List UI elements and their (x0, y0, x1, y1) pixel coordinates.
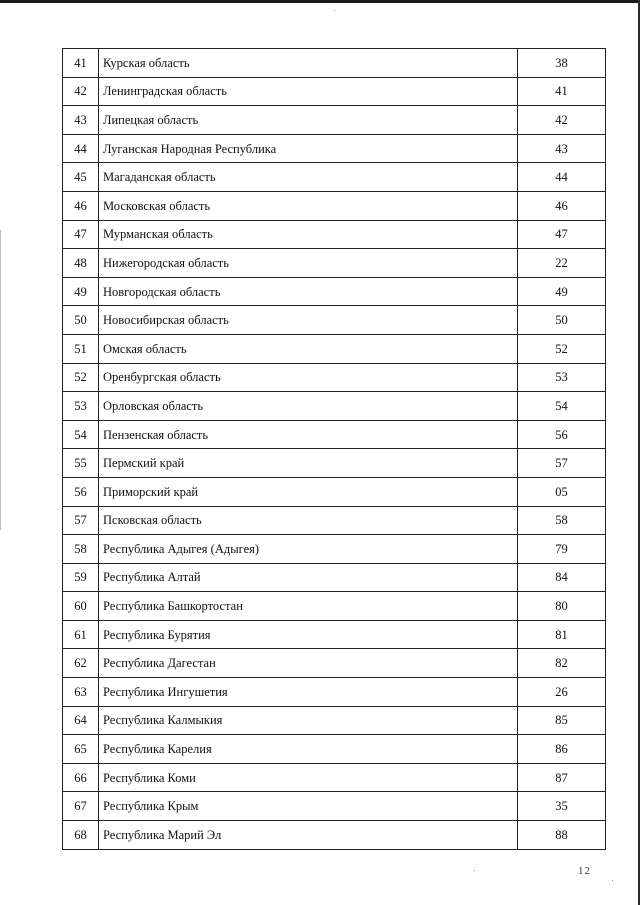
region-name-cell: Новосибирская область (99, 306, 518, 335)
row-number-cell: 41 (63, 49, 99, 78)
scan-speck (612, 880, 613, 881)
region-name-cell: Республика Калмыкия (99, 706, 518, 735)
row-number-cell: 63 (63, 678, 99, 707)
table-row (63, 620, 606, 649)
regions-table (62, 48, 606, 850)
region-code-cell: 54 (518, 392, 606, 421)
region-code-cell: 46 (518, 191, 606, 220)
region-name-cell: Мурманская область (99, 220, 518, 249)
region-code-cell: 80 (518, 592, 606, 621)
row-number-cell: 60 (63, 592, 99, 621)
row-number-cell: 45 (63, 163, 99, 192)
row-number-cell: 53 (63, 392, 99, 421)
scan-speck (334, 10, 335, 11)
table-row (63, 134, 606, 163)
table-row (63, 792, 606, 821)
table-row (63, 735, 606, 764)
table-row (63, 763, 606, 792)
region-code-cell: 44 (518, 163, 606, 192)
region-name-cell: Липецкая область (99, 106, 518, 135)
table-row (63, 249, 606, 278)
table-row (63, 392, 606, 421)
region-name-cell: Республика Адыгея (Адыгея) (99, 535, 518, 564)
table-row (63, 306, 606, 335)
row-number-cell: 42 (63, 77, 99, 106)
row-number-cell: 61 (63, 620, 99, 649)
region-name-cell: Ленинградская область (99, 77, 518, 106)
row-number-cell: 66 (63, 763, 99, 792)
region-name-cell: Луганская Народная Республика (99, 134, 518, 163)
region-name-cell: Республика Марий Эл (99, 821, 518, 850)
row-number-cell: 54 (63, 420, 99, 449)
row-number-cell: 48 (63, 249, 99, 278)
region-name-cell: Республика Бурятия (99, 620, 518, 649)
region-name-cell: Омская область (99, 334, 518, 363)
region-code-cell: 87 (518, 763, 606, 792)
row-number-cell: 59 (63, 563, 99, 592)
row-number-cell: 67 (63, 792, 99, 821)
region-code-cell: 38 (518, 49, 606, 78)
table-row (63, 506, 606, 535)
table-row (63, 821, 606, 850)
row-number-cell: 64 (63, 706, 99, 735)
table-row (63, 649, 606, 678)
region-code-cell: 50 (518, 306, 606, 335)
region-code-cell: 58 (518, 506, 606, 535)
region-name-cell: Магаданская область (99, 163, 518, 192)
region-code-cell: 47 (518, 220, 606, 249)
region-code-cell: 57 (518, 449, 606, 478)
table-row (63, 106, 606, 135)
region-name-cell: Пензенская область (99, 420, 518, 449)
table-row (63, 535, 606, 564)
region-code-cell: 49 (518, 277, 606, 306)
table-row (63, 706, 606, 735)
region-name-cell: Республика Коми (99, 763, 518, 792)
region-code-cell: 52 (518, 334, 606, 363)
region-name-cell: Приморский край (99, 477, 518, 506)
row-number-cell: 55 (63, 449, 99, 478)
row-number-cell: 50 (63, 306, 99, 335)
row-number-cell: 47 (63, 220, 99, 249)
table-row (63, 163, 606, 192)
table-row (63, 363, 606, 392)
table-row (63, 477, 606, 506)
row-number-cell: 58 (63, 535, 99, 564)
region-name-cell: Республика Карелия (99, 735, 518, 764)
region-name-cell: Республика Башкортостан (99, 592, 518, 621)
region-code-cell: 05 (518, 477, 606, 506)
region-name-cell: Нижегородская область (99, 249, 518, 278)
table-row (63, 592, 606, 621)
table-row (63, 678, 606, 707)
row-number-cell: 52 (63, 363, 99, 392)
row-number-cell: 43 (63, 106, 99, 135)
table-row (63, 420, 606, 449)
region-name-cell: Московская область (99, 191, 518, 220)
row-number-cell: 44 (63, 134, 99, 163)
row-number-cell: 62 (63, 649, 99, 678)
table-row (63, 563, 606, 592)
region-code-cell: 88 (518, 821, 606, 850)
region-code-cell: 86 (518, 735, 606, 764)
region-name-cell: Псковская область (99, 506, 518, 535)
scan-speck (474, 870, 475, 871)
region-code-cell: 85 (518, 706, 606, 735)
table-row (63, 220, 606, 249)
region-name-cell: Новгородская область (99, 277, 518, 306)
region-name-cell: Оренбургская область (99, 363, 518, 392)
regions-table-body (63, 49, 606, 850)
region-code-cell: 56 (518, 420, 606, 449)
region-code-cell: 43 (518, 134, 606, 163)
table-row (63, 49, 606, 78)
table-row (63, 77, 606, 106)
region-name-cell: Республика Крым (99, 792, 518, 821)
table-row (63, 449, 606, 478)
row-number-cell: 46 (63, 191, 99, 220)
region-name-cell: Орловская область (99, 392, 518, 421)
region-code-cell: 26 (518, 678, 606, 707)
row-number-cell: 49 (63, 277, 99, 306)
region-name-cell: Пермский край (99, 449, 518, 478)
row-number-cell: 57 (63, 506, 99, 535)
region-name-cell: Республика Алтай (99, 563, 518, 592)
region-code-cell: 22 (518, 249, 606, 278)
scan-top-edge (0, 0, 640, 3)
region-name-cell: Республика Ингушетия (99, 678, 518, 707)
region-code-cell: 79 (518, 535, 606, 564)
region-code-cell: 82 (518, 649, 606, 678)
row-number-cell: 68 (63, 821, 99, 850)
region-code-cell: 84 (518, 563, 606, 592)
row-number-cell: 51 (63, 334, 99, 363)
region-code-cell: 53 (518, 363, 606, 392)
scan-left-shadow (0, 230, 1, 530)
table-row (63, 334, 606, 363)
region-name-cell: Республика Дагестан (99, 649, 518, 678)
region-code-cell: 42 (518, 106, 606, 135)
table-row (63, 277, 606, 306)
region-name-cell: Курская область (99, 49, 518, 78)
row-number-cell: 56 (63, 477, 99, 506)
region-code-cell: 35 (518, 792, 606, 821)
page-number: 12 (578, 865, 591, 877)
table-row (63, 191, 606, 220)
region-code-cell: 81 (518, 620, 606, 649)
row-number-cell: 65 (63, 735, 99, 764)
region-code-cell: 41 (518, 77, 606, 106)
